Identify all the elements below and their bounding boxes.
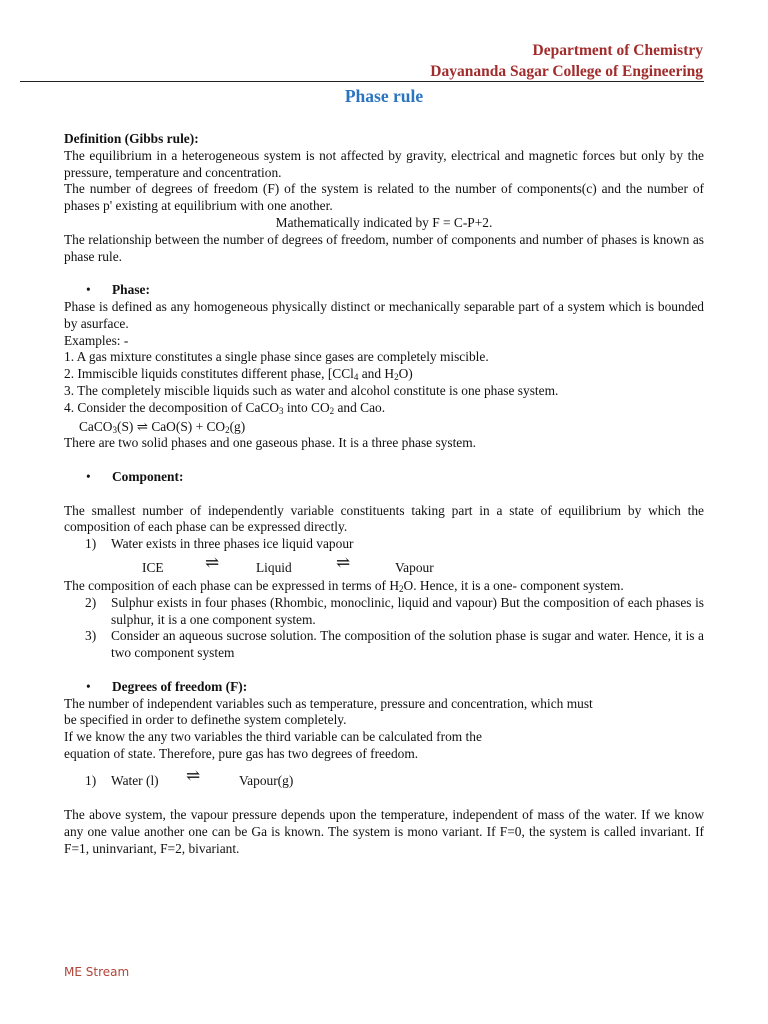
degrees-line-2: be specified in order to definethe system completely. xyxy=(64,712,347,728)
component-heading: • Component: xyxy=(64,469,704,486)
equilibrium-arrow-icon: ⇌ xyxy=(336,552,351,572)
phase-example-3: 3. The completely miscible liquids such as water and alcohol constitute is one phase system. xyxy=(64,382,559,398)
decomposition-reaction: CaCO$_3$(S) ⇌ $CaO(S) + CO_2(g)$ xyxy=(79,418,246,435)
document-body xyxy=(64,131,704,858)
page-title: Phase rule xyxy=(344,86,424,106)
definition-heading: Definition (Gibbs rule): xyxy=(64,131,199,146)
component-item-3: 3) Consider an aqueous sucrose solution. The composition of the solution phase is sugar and water. Hence, it is a two component system xyxy=(85,628,704,661)
degrees-line-4: equation of state. Therefore, pure gas has two degrees of freedom. xyxy=(64,745,419,761)
equation-vapour: Vapour xyxy=(395,559,434,575)
phase-example-1: 1. A gas mixture constitutes a single phase since gases are completely miscible. xyxy=(64,349,489,365)
phase-example-2: 2. Immiscible liquids constitutes different phase, [CCl$_4$ and $H_2O$) xyxy=(64,366,413,383)
component-item-1: 1) Water exists in three phases ice liquid vapour xyxy=(85,536,354,552)
definition-paragraph-2: The number of degrees of freedom (F) of the system is related to the number of components(c) and the number of phases p' existing at equilibrium with one another. xyxy=(64,181,704,214)
equation-liquid: Liquid xyxy=(256,559,292,575)
degrees-line-3: If we know the any two variables the third variable can be calculated from the xyxy=(64,729,482,745)
component-definition: The smallest number of independently variable constituents taking part in a state of equilibrium by which the composition of each phase can be expressed directly. xyxy=(64,502,704,535)
phase-heading: • Phase: xyxy=(64,282,704,299)
component-item-2: 2) Sulphur exists in four phases (Rhombic, monoclinic, liquid and vapour) But the composition of each phases is sulphur, it is a one component system. xyxy=(85,594,704,627)
department-heading: Department of Chemistry xyxy=(532,42,703,59)
degrees-heading: • Degrees of freedom (F): xyxy=(64,679,704,696)
phase-example-4: 4. Consider the decomposition of CaCO$_3$ into $CO_2$ and Cao. xyxy=(64,399,386,416)
composition-statement: The composition of each phase can be expressed in terms of $H_2O$. Hence, it is a one- component system. xyxy=(64,577,624,594)
equation-ice: ICE xyxy=(142,559,164,575)
equation-vapour-g: Vapour(g) xyxy=(239,772,294,788)
phase-rule-formula: Mathematically indicated by F = C-P+2. xyxy=(275,214,493,230)
water-phase-equation xyxy=(64,552,704,578)
degrees-line-1: The number of independent variables such as temperature, pressure and concentration, which must xyxy=(64,695,593,711)
water-vapour-equation: 1) Water (l) ⇌ Vapour(g) xyxy=(85,765,294,788)
header-divider xyxy=(20,81,704,82)
equilibrium-arrow-icon: ⇌ xyxy=(186,765,201,785)
equation-water: Water (l) xyxy=(111,772,159,788)
phase-conclusion: There are two solid phases and one gaseous phase. It is a three phase system. xyxy=(64,435,477,451)
footer-label: ME Stream xyxy=(64,965,130,979)
degrees-final-paragraph: The above system, the vapour pressure depends upon the temperature, independent of mass of the water. If we know any one value another one can be Ga is known. The system is mono variant. If F=0, the system is called invariant. If F=1, uninvariant, F=2, bivariant. xyxy=(64,807,704,857)
definition-paragraph-3: The relationship between the number of degrees of freedom, number of components and number of phases is known as phase rule. xyxy=(64,231,704,264)
phase-definition: Phase is defined as any homogeneous physically distinct or mechanically separable part of a system which is bounded by asurface. xyxy=(64,298,704,331)
equilibrium-arrow-icon: ⇌ xyxy=(136,418,148,434)
equilibrium-arrow-icon: ⇌ xyxy=(205,552,220,572)
college-heading: Dayananda Sagar College of Engineering xyxy=(430,63,703,80)
examples-label: Examples: - xyxy=(64,332,129,348)
definition-paragraph-1: The equilibrium in a heterogeneous system is not affected by gravity, electrical and magnetic forces but only by the pressure, temperature and concentration. xyxy=(64,147,704,180)
